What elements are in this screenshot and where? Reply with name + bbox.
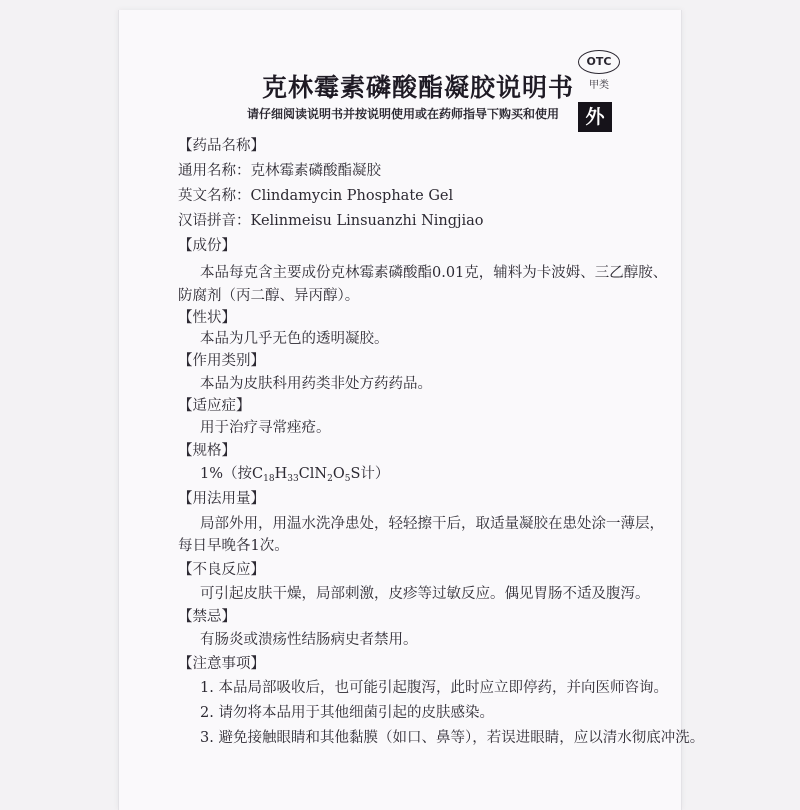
- contraindications-text: 有肠炎或溃疡性结肠病史者禁用。: [200, 632, 418, 648]
- description-text: 本品为几乎无色的透明凝胶。: [200, 331, 389, 347]
- adverse-reactions-text: 可引起皮肤干燥，局部刺激，皮疹等过敏反应。偶见胃肠不适及腹泻。: [200, 586, 650, 602]
- section-heading-precautions: 【注意事项】: [178, 656, 265, 672]
- usage-notice: 请仔细阅读说明书并按说明使用或在药师指导下购买和使用: [247, 107, 560, 121]
- section-heading-description: 【性状】: [178, 310, 236, 326]
- section-heading-composition: 【成份】: [178, 238, 236, 254]
- section-heading-indications: 【适应症】: [178, 398, 251, 414]
- indications-text: 用于治疗寻常痤疮。: [200, 420, 331, 436]
- external-use-mark: 外: [578, 102, 612, 132]
- section-heading-dosage: 【用法用量】: [178, 491, 265, 507]
- section-heading-category: 【作用类别】: [178, 353, 265, 369]
- dosage-text-line2: 每日早晚各1次。: [178, 538, 289, 554]
- specification-text: 1%（按$C_{18}H_{33}ClN_2O_5S$计）: [200, 466, 390, 484]
- english-name: 英文名称：Clindamycin Phosphate Gel: [178, 188, 454, 204]
- precaution-item: 2. 请勿将本品用于其他细菌引起的皮肤感染。: [200, 705, 494, 721]
- document-title: 克林霉素磷酸酯凝胶说明书: [262, 73, 575, 102]
- precaution-item: 1. 本品局部吸收后，也可能引起腹泻，此时应立即停药，并向医师咨询。: [200, 680, 668, 696]
- composition-text-line2: 防腐剂（丙二醇、异丙醇）。: [178, 288, 360, 304]
- composition-text-line1: 本品每克含主要成份克林霉素磷酸酯0.01克，辅料为卡波姆、三乙醇胺、: [200, 265, 668, 281]
- pinyin-name: 汉语拼音：Kelinmeisu Linsuanzhi Ningjiao: [178, 213, 484, 229]
- generic-name: 通用名称：克林霉素磷酸酯凝胶: [178, 163, 381, 179]
- otc-mark: OTC: [578, 50, 620, 74]
- dosage-text-line1: 局部外用，用温水洗净患处，轻轻擦干后，取适量凝胶在患处涂一薄层，: [200, 516, 664, 532]
- otc-class-label: 甲类: [589, 80, 609, 91]
- section-heading-adverse-reactions: 【不良反应】: [178, 562, 265, 578]
- precaution-item: 3. 避免接触眼睛和其他黏膜（如口、鼻等），若误进眼睛，应以清水彻底冲洗。: [200, 730, 705, 746]
- section-heading-drug-name: 【药品名称】: [178, 138, 265, 154]
- category-text: 本品为皮肤科用药类非处方药药品。: [200, 376, 432, 392]
- section-heading-contraindications: 【禁忌】: [178, 609, 236, 625]
- otc-badge: [578, 50, 620, 91]
- section-heading-specification: 【规格】: [178, 443, 236, 459]
